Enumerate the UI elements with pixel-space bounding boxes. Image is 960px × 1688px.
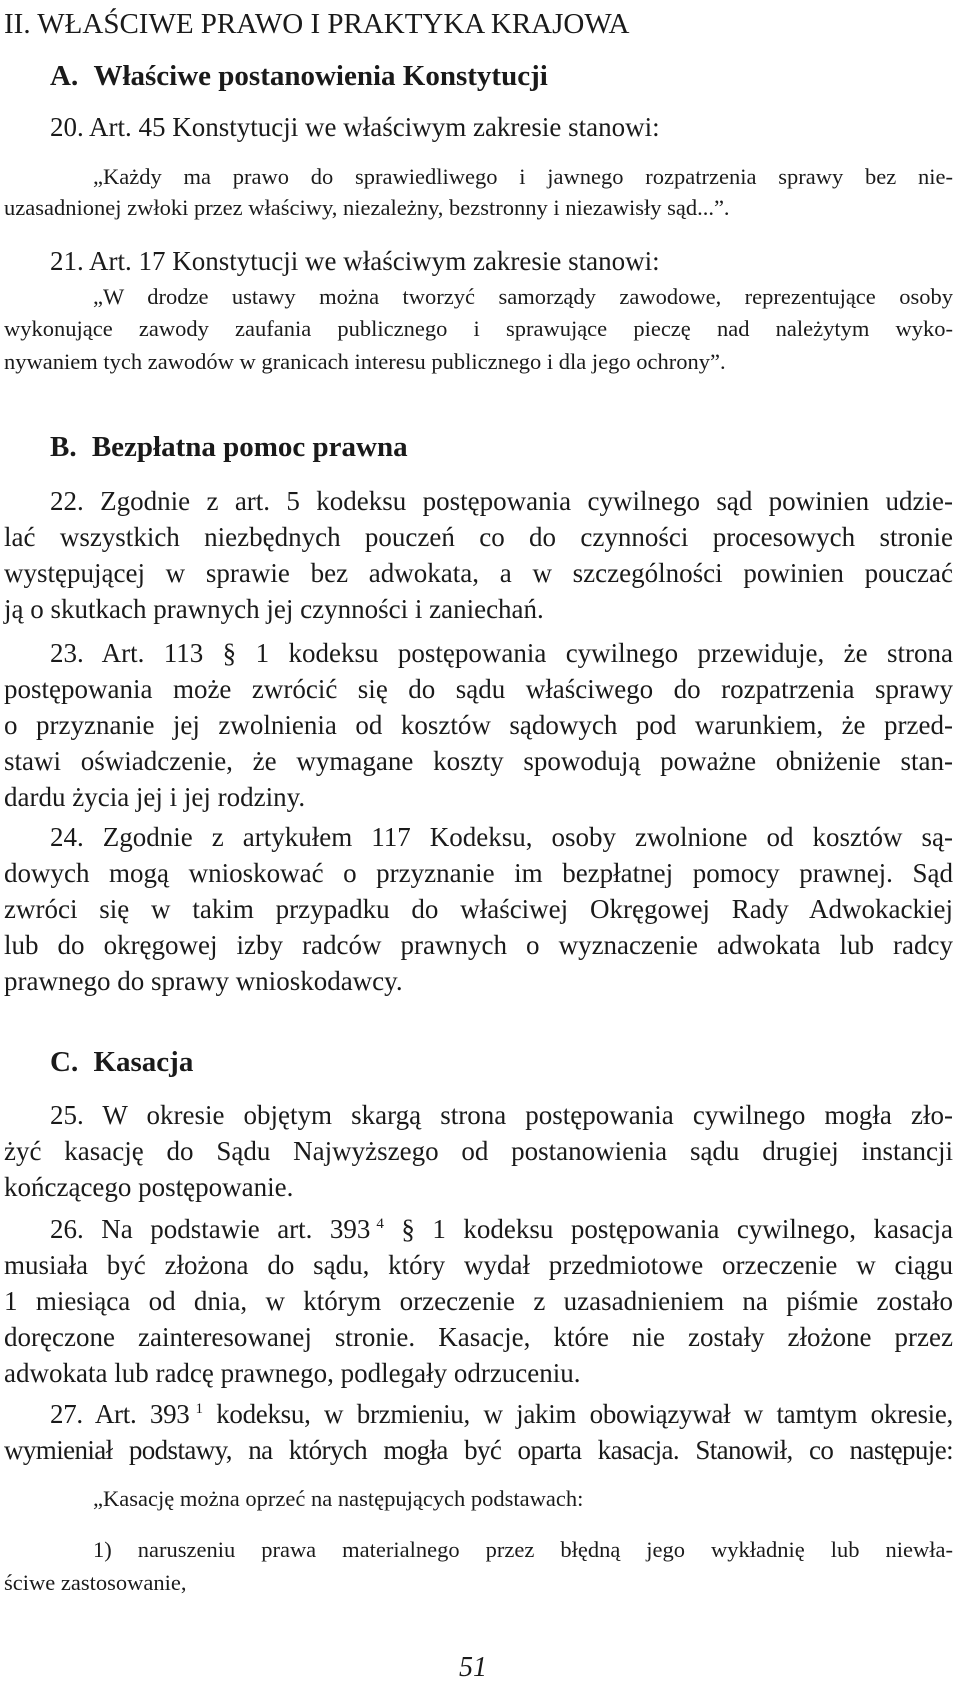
paragraph-23-line: postępowania może zwrócić się do sądu właściwego do rozpatrzenia sprawy [4,674,953,704]
superscript: 1 [195,1401,203,1417]
paragraph-24-line: lub do okręgowej izby radców prawnych o wyznaczenie adwokata lub radcy [4,930,953,960]
paragraph-27-quote-intro: „Kasację można oprzeć na następujących podstawach: [93,1486,584,1511]
section-b-label: B. [50,431,77,463]
section-a-label: A. [50,60,79,92]
section-c-title: Kasacja [93,1046,194,1078]
paragraph-26-text: 26. Na podstawie art. 393 [50,1214,371,1244]
paragraph-20-quote-line: „Każdy ma prawo do sprawiedliwego i jawnego rozpatrzenia sprawy bez nie- [93,164,953,189]
paragraph-24-line: prawnego do sprawy wnioskodawcy. [4,966,403,996]
paragraph-25-line: 25. W okresie objętym skargą strona postępowania cywilnego mogła zło- [50,1100,953,1130]
section-c-heading [50,1048,193,1077]
paragraph-23-line: stawi oświadczenie, że wymagane koszty spowodują poważne obniżenie stan- [4,746,953,776]
paragraph-22-line: ją o skutkach prawnych jej czynności i zaniechań. [4,594,544,624]
paragraph-27-quote-item: ściwe zastosowanie, [4,1570,187,1595]
chapter-title: II. WŁAŚCIWE PRAWO I PRAKTYKA KRAJOWA [4,8,630,40]
paragraph-22-line: 22. Zgodnie z art. 5 kodeksu postępowania cywilnego sąd powinien udzie- [50,486,953,516]
section-a-title: Właściwe postanowienia Konstytucji [93,60,548,92]
paragraph-25-line: żyć kasację do Sądu Najwyższego od postanowienia sądu drugiej instancji [4,1136,953,1166]
paragraph-26-line: doręczone zainteresowanej stronie. Kasacje, które nie zostały złożone przez [4,1322,953,1352]
paragraph-27-line [50,1401,953,1428]
section-a-heading [50,62,548,91]
paragraph-22-line: występującej w sprawie bez adwokata, a w szczególności powinien pouczać [4,558,953,588]
paragraph-20-intro: 20. Art. 45 Konstytucji we właściwym zakresie stanowi: [50,112,660,142]
paragraph-26-line: 1 miesiąca od dnia, w którym orzeczenie z uzasadnieniem na piśmie zostało [4,1286,953,1316]
superscript: 4 [376,1216,384,1232]
section-b-title: Bezpłatna pomoc prawna [91,431,408,463]
paragraph-24-line: 24. Zgodnie z artykułem 117 Kodeksu, osoby zwolnione od kosztów są- [50,822,953,852]
section-c-label: C. [50,1046,79,1078]
page-number: 51 [459,1652,487,1683]
paragraph-24-line: dowych mogą wnioskować o przyznanie im bezpłatnej pomocy prawnej. Sąd [4,858,953,888]
paragraph-22-line: lać wszystkich niezbędnych pouczeń co do czynności procesowych stronie [4,522,953,552]
paragraph-21-quote-line: nywaniem tych zawodów w granicach interesu publicznego i dla jego ochrony”. [4,349,726,374]
paragraph-26-line [50,1216,953,1243]
paragraph-23-line: 23. Art. 113 § 1 kodeksu postępowania cywilnego przewiduje, że strona [50,638,953,668]
paragraph-27-line: wymieniał podstawy, na których mogła być oparta kasacja. Stanowił, co następuje: [4,1435,953,1465]
paragraph-26-line: adwokata lub radcę prawnego, podlegały odrzuceniu. [4,1358,581,1388]
paragraph-21-quote-line: „W drodze ustawy można tworzyć samorządy zawodowe, reprezentujące osoby [93,284,953,309]
section-b-heading [50,433,408,462]
paragraph-25-line: kończącego postępowanie. [4,1172,294,1202]
paragraph-26-line: musiała być złożona do sądu, który wydał przedmiotowe orzeczenie w ciągu [4,1250,953,1280]
paragraph-27-text: 27. Art. 393 [50,1399,190,1429]
paragraph-23-line: dardu życia jej i jej rodziny. [4,782,306,812]
paragraph-26-text: § 1 kodeksu postępowania cywilnego, kasacja [383,1214,953,1244]
paragraph-27-text: kodeksu, w brzmieniu, w jakim obowiązywał w tamtym okresie, [202,1399,953,1429]
paragraph-27-quote-item: 1) naruszeniu prawa materialnego przez błędną jego wykładnię lub niewła- [93,1537,953,1562]
paragraph-20-quote-line: uzasadnionej zwłoki przez właściwy, niezależny, bezstronny i niezawisły sąd...”. [4,195,730,220]
paragraph-21-quote-line: wykonujące zawody zaufania publicznego i sprawujące pieczę nad należytym wyko- [4,316,953,341]
paragraph-24-line: zwróci się w takim przypadku do właściwej Okręgowej Rady Adwokackiej [4,894,953,924]
paragraph-23-line: o przyznanie jej zwolnienia od kosztów sądowych pod warunkiem, że przed- [4,710,953,740]
paragraph-21-intro: 21. Art. 17 Konstytucji we właściwym zakresie stanowi: [50,246,660,276]
